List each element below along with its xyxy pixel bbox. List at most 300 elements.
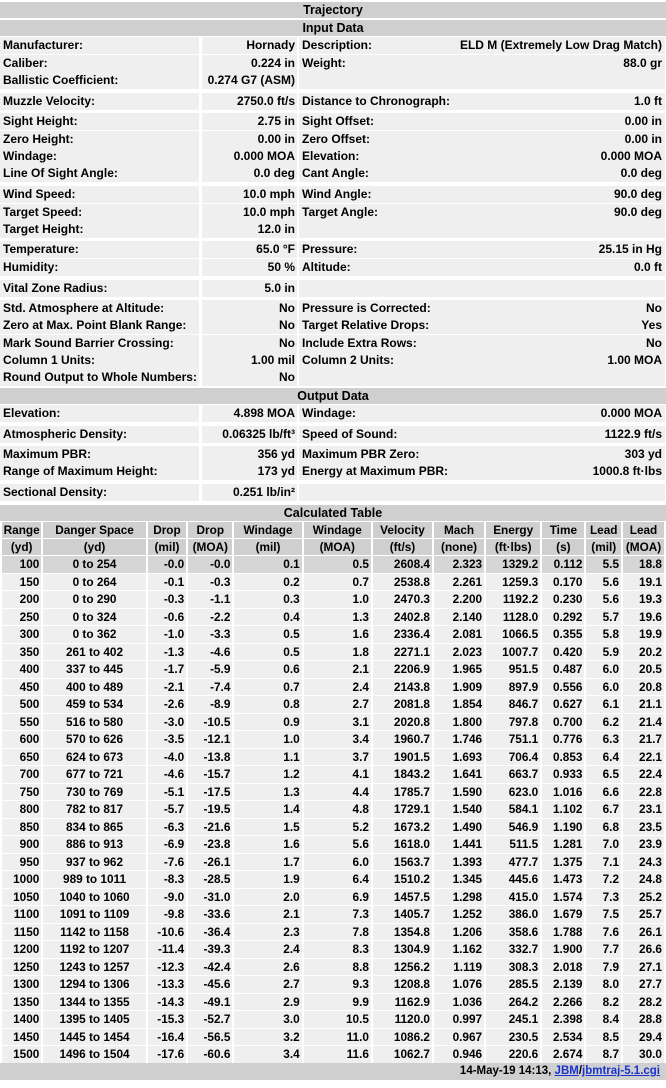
output-value xyxy=(449,484,662,501)
table-cell: 0 to 324 xyxy=(43,609,145,626)
input-label: Elevation: xyxy=(302,149,360,163)
column-header: Drop xyxy=(148,522,186,538)
input-value: 0.0 ft xyxy=(633,260,662,274)
table-cell: 0.4 xyxy=(234,609,301,626)
table-cell: 7.6 xyxy=(586,924,621,941)
table-cell: -49.1 xyxy=(188,994,232,1011)
output-value: 0.000 MOA xyxy=(600,406,662,420)
input-data-header: Input Data xyxy=(0,20,666,36)
table-cell: 1843.2 xyxy=(373,766,432,783)
table-cell: 21.4 xyxy=(623,714,664,731)
input-label: Humidity: xyxy=(3,260,59,274)
table-cell: 1.7 xyxy=(234,854,301,871)
table-cell: 1.909 xyxy=(434,679,484,696)
table-cell: 245.1 xyxy=(486,1011,540,1028)
table-cell: 22.4 xyxy=(623,766,664,783)
table-cell: 25.2 xyxy=(623,889,664,906)
input-value: 10.0 mph xyxy=(242,205,295,219)
table-cell: 706.4 xyxy=(486,749,540,766)
output-label: Windage: xyxy=(302,406,356,420)
table-row xyxy=(2,994,664,1011)
table-cell: 5.8 xyxy=(586,626,621,643)
table-cell: 20.5 xyxy=(623,661,664,678)
output-value: 1000.8 ft·lbs xyxy=(592,464,662,478)
table-cell: 24.8 xyxy=(623,871,664,888)
input-label: Sight Height: xyxy=(3,114,78,128)
table-cell: 0 to 254 xyxy=(43,556,145,573)
table-cell: 2.7 xyxy=(234,976,301,993)
table-cell: 1350 xyxy=(2,994,41,1011)
input-label: Ballistic Coefficient: xyxy=(3,73,119,87)
table-cell: 550 xyxy=(2,714,41,731)
input-label: Pressure is Corrected: xyxy=(302,301,431,315)
table-cell: 0.7 xyxy=(304,574,371,591)
input-label: Target Relative Drops: xyxy=(302,318,430,332)
table-cell: 1344 to 1355 xyxy=(43,994,145,1011)
column-header: (mil) xyxy=(234,539,301,555)
table-cell: 2.674 xyxy=(542,1046,584,1063)
table-cell: 1.298 xyxy=(434,889,484,906)
table-cell: 1256.2 xyxy=(373,959,432,976)
table-row xyxy=(2,924,664,941)
table-cell: 0.556 xyxy=(542,679,584,696)
column-header: Energy xyxy=(486,522,540,538)
output-label: Maximum PBR: xyxy=(3,447,92,461)
output-data-header: Output Data xyxy=(0,388,666,404)
page-title: Trajectory xyxy=(0,2,666,18)
table-cell: 1.746 xyxy=(434,731,484,748)
table-cell: 1304.9 xyxy=(373,941,432,958)
table-cell: 6.7 xyxy=(586,801,621,818)
table-cell: 0.420 xyxy=(542,644,584,661)
table-cell: 850 xyxy=(2,819,41,836)
table-cell: -21.6 xyxy=(188,819,232,836)
footer: 14-May-19 14:13, JBM/jbmtraj-5.1.cgi xyxy=(0,1063,666,1080)
table-cell: 1192.2 xyxy=(486,591,540,608)
table-cell: -12.3 xyxy=(148,959,186,976)
table-cell: -0.0 xyxy=(148,556,186,573)
table-cell: 2.200 xyxy=(434,591,484,608)
table-cell: 886 to 913 xyxy=(43,836,145,853)
table-cell: 2538.8 xyxy=(373,574,432,591)
table-cell: 21.7 xyxy=(623,731,664,748)
table-cell: 2.4 xyxy=(304,679,371,696)
table-cell: 2336.4 xyxy=(373,626,432,643)
table-cell: -10.6 xyxy=(148,924,186,941)
table-cell: 9.9 xyxy=(304,994,371,1011)
table-cell: 5.7 xyxy=(586,609,621,626)
input-label: Altitude: xyxy=(302,260,351,274)
table-cell: 261 to 402 xyxy=(43,644,145,661)
input-value xyxy=(449,369,662,386)
table-cell: -1.0 xyxy=(148,626,186,643)
table-cell: 1.900 xyxy=(542,941,584,958)
table-cell: 0.997 xyxy=(434,1011,484,1028)
table-cell: 7.7 xyxy=(586,941,621,958)
table-row xyxy=(2,801,664,818)
column-header: (ft·lbs) xyxy=(486,539,540,555)
table-cell: 2.4 xyxy=(234,941,301,958)
table-cell: -2.1 xyxy=(148,679,186,696)
table-cell: 30.0 xyxy=(623,1046,664,1063)
input-label: Mark Sound Barrier Crossing: xyxy=(3,336,174,350)
table-cell: 1000 xyxy=(2,871,41,888)
table-cell: 700 xyxy=(2,766,41,783)
table-cell: 1259.3 xyxy=(486,574,540,591)
table-cell: 11.6 xyxy=(304,1046,371,1063)
table-cell: 2.323 xyxy=(434,556,484,573)
table-cell: 1120.0 xyxy=(373,1011,432,1028)
table-cell: 650 xyxy=(2,749,41,766)
table-cell: 1.3 xyxy=(234,784,301,801)
table-row xyxy=(2,661,664,678)
table-cell: 0.230 xyxy=(542,591,584,608)
table-cell: 677 to 721 xyxy=(43,766,145,783)
table-cell: 1445 to 1454 xyxy=(43,1029,145,1046)
table-cell: -5.7 xyxy=(148,801,186,818)
table-cell: -17.5 xyxy=(188,784,232,801)
column-header: (mil) xyxy=(148,539,186,555)
table-cell: 6.2 xyxy=(586,714,621,731)
table-cell: 900 xyxy=(2,836,41,853)
table-row xyxy=(2,626,664,643)
table-cell: -39.3 xyxy=(188,941,232,958)
input-value: No xyxy=(279,370,295,384)
table-cell: 0.967 xyxy=(434,1029,484,1046)
table-cell: 1496 to 1504 xyxy=(43,1046,145,1063)
table-cell: 1086.2 xyxy=(373,1029,432,1046)
table-cell: 0.933 xyxy=(542,766,584,783)
input-value: No xyxy=(279,318,295,332)
input-value: 0.00 in xyxy=(624,132,662,146)
table-cell: 1.375 xyxy=(542,854,584,871)
table-cell: 1294 to 1306 xyxy=(43,976,145,993)
script-link[interactable]: jbmtraj-5.1.cgi xyxy=(582,1065,660,1077)
input-value: 0.274 G7 (ASM) xyxy=(207,73,295,87)
table-cell: -11.4 xyxy=(148,941,186,958)
input-label: Sight Offset: xyxy=(302,114,374,128)
input-label: Wind Angle: xyxy=(302,187,372,201)
table-cell: 5.5 xyxy=(586,556,621,573)
table-cell: 2.261 xyxy=(434,574,484,591)
table-cell: 500 xyxy=(2,696,41,713)
table-cell: -52.7 xyxy=(188,1011,232,1028)
table-cell: 623.0 xyxy=(486,784,540,801)
table-cell: 1091 to 1109 xyxy=(43,906,145,923)
table-cell: 0.8 xyxy=(234,696,301,713)
input-label: Cant Angle: xyxy=(302,166,369,180)
table-cell: -7.6 xyxy=(148,854,186,871)
table-cell: -9.0 xyxy=(148,889,186,906)
input-value: 0.000 MOA xyxy=(233,149,295,163)
input-value: 5.0 in xyxy=(264,281,295,295)
output-label: Maximum PBR Zero: xyxy=(302,447,420,461)
table-cell: 0.355 xyxy=(542,626,584,643)
table-cell: 2.0 xyxy=(234,889,301,906)
input-value: 0.0 deg xyxy=(253,166,295,180)
table-row xyxy=(2,889,664,906)
table-cell: 4.1 xyxy=(304,766,371,783)
table-cell: -3.0 xyxy=(148,714,186,731)
table-cell: 28.2 xyxy=(623,994,664,1011)
table-cell: 1395 to 1405 xyxy=(43,1011,145,1028)
table-cell: 1901.5 xyxy=(373,749,432,766)
table-cell: -5.9 xyxy=(188,661,232,678)
output-label: Range of Maximum Height: xyxy=(3,464,158,478)
table-row xyxy=(2,941,664,958)
table-cell: 6.0 xyxy=(586,661,621,678)
table-row xyxy=(2,1046,664,1063)
table-cell: 3.4 xyxy=(234,1046,301,1063)
table-cell: 1.3 xyxy=(304,609,371,626)
input-label: Zero at Max. Point Blank Range: xyxy=(3,318,187,332)
table-cell: 2.534 xyxy=(542,1029,584,1046)
table-cell: 200 xyxy=(2,591,41,608)
table-cell: 5.6 xyxy=(586,591,621,608)
column-header: Time xyxy=(542,522,584,538)
table-cell: 5.2 xyxy=(304,819,371,836)
table-cell: 0.853 xyxy=(542,749,584,766)
table-cell: -16.4 xyxy=(148,1029,186,1046)
table-cell: 511.5 xyxy=(486,836,540,853)
table-cell: 6.1 xyxy=(586,696,621,713)
table-cell: 11.0 xyxy=(304,1029,371,1046)
table-cell: 6.0 xyxy=(586,679,621,696)
table-cell: 450 xyxy=(2,679,41,696)
table-cell: 1.679 xyxy=(542,906,584,923)
table-cell: -14.3 xyxy=(148,994,186,1011)
output-label: Speed of Sound: xyxy=(302,427,398,441)
table-row xyxy=(2,714,664,731)
input-value: 90.0 deg xyxy=(613,187,662,201)
table-cell: 800 xyxy=(2,801,41,818)
input-label: Windage: xyxy=(3,149,57,163)
table-cell: 2.1 xyxy=(234,906,301,923)
table-cell: 1062.7 xyxy=(373,1046,432,1063)
table-cell: 1618.0 xyxy=(373,836,432,853)
table-cell: 19.3 xyxy=(623,591,664,608)
table-cell: 1.036 xyxy=(434,994,484,1011)
table-cell: -5.1 xyxy=(148,784,186,801)
table-cell: 1.441 xyxy=(434,836,484,853)
table-cell: 0.7 xyxy=(234,679,301,696)
table-cell: 1400 xyxy=(2,1011,41,1028)
table-cell: 400 xyxy=(2,661,41,678)
table-cell: -9.8 xyxy=(148,906,186,923)
table-cell: 2.139 xyxy=(542,976,584,993)
table-cell: -0.3 xyxy=(188,574,232,591)
table-cell: 1.345 xyxy=(434,871,484,888)
input-value xyxy=(449,221,662,238)
table-cell: -13.8 xyxy=(188,749,232,766)
table-cell: -1.1 xyxy=(188,591,232,608)
table-cell: 751.1 xyxy=(486,731,540,748)
column-header: Danger Space xyxy=(43,522,145,538)
output-label: Energy at Maximum PBR: xyxy=(302,464,449,478)
table-cell: -0.1 xyxy=(148,574,186,591)
table-cell: 1.490 xyxy=(434,819,484,836)
table-row xyxy=(2,836,664,853)
table-cell: 0.2 xyxy=(234,574,301,591)
table-cell: 1040 to 1060 xyxy=(43,889,145,906)
table-cell: 0.776 xyxy=(542,731,584,748)
table-header-row xyxy=(2,522,664,538)
table-cell: 24.3 xyxy=(623,854,664,871)
input-value: 25.15 in Hg xyxy=(598,242,662,256)
column-header: (ft/s) xyxy=(373,539,432,555)
table-cell: 584.1 xyxy=(486,801,540,818)
table-cell: 1785.7 xyxy=(373,784,432,801)
table-cell: 1066.5 xyxy=(486,626,540,643)
table-cell: 0.170 xyxy=(542,574,584,591)
input-value: 1.00 MOA xyxy=(607,353,662,367)
table-cell: 19.6 xyxy=(623,609,664,626)
table-cell: 230.5 xyxy=(486,1029,540,1046)
input-value: 2.75 in xyxy=(257,114,295,128)
table-cell: 250 xyxy=(2,609,41,626)
table-cell: 1500 xyxy=(2,1046,41,1063)
input-label: Column 2 Units: xyxy=(302,353,394,367)
table-cell: 1457.5 xyxy=(373,889,432,906)
column-header: (MOA) xyxy=(304,539,371,555)
table-cell: 8.0 xyxy=(586,976,621,993)
table-cell: 0.292 xyxy=(542,609,584,626)
table-cell: 546.9 xyxy=(486,819,540,836)
column-header: (yd) xyxy=(43,539,145,555)
table-cell: 1.162 xyxy=(434,941,484,958)
table-cell: 5.9 xyxy=(586,644,621,661)
table-cell: 20.2 xyxy=(623,644,664,661)
table-cell: 308.3 xyxy=(486,959,540,976)
table-cell: 0.5 xyxy=(304,556,371,573)
table-cell: -6.3 xyxy=(148,819,186,836)
table-cell: -7.4 xyxy=(188,679,232,696)
table-cell: 0 to 362 xyxy=(43,626,145,643)
table-cell: 6.9 xyxy=(304,889,371,906)
output-label: Atmospheric Density: xyxy=(3,427,128,441)
table-cell: 2081.8 xyxy=(373,696,432,713)
table-cell: 220.6 xyxy=(486,1046,540,1063)
table-cell: 730 to 769 xyxy=(43,784,145,801)
table-row xyxy=(2,1011,664,1028)
input-label: Manufacturer: xyxy=(3,38,84,52)
input-label: Caliber: xyxy=(3,56,48,70)
table-row xyxy=(2,574,664,591)
output-label: Sectional Density: xyxy=(3,485,108,499)
table-cell: 1.393 xyxy=(434,854,484,871)
table-cell: 23.9 xyxy=(623,836,664,853)
table-row xyxy=(2,766,664,783)
input-label: Include Extra Rows: xyxy=(302,336,417,350)
output-value: 0.06325 lb/ft³ xyxy=(222,427,295,441)
table-cell: -15.7 xyxy=(188,766,232,783)
input-value: No xyxy=(646,336,662,350)
table-cell: 6.5 xyxy=(586,766,621,783)
table-cell: 445.6 xyxy=(486,871,540,888)
table-cell: 26.6 xyxy=(623,941,664,958)
table-cell: -2.6 xyxy=(148,696,186,713)
table-cell: -4.6 xyxy=(188,644,232,661)
table-cell: 1.965 xyxy=(434,661,484,678)
input-value: 0.0 deg xyxy=(620,166,662,180)
author-link[interactable]: JBM xyxy=(554,1065,579,1077)
table-cell: 0 to 264 xyxy=(43,574,145,591)
input-value: ELD M (Extremely Low Drag Match) xyxy=(459,38,662,52)
input-value: Yes xyxy=(641,318,662,332)
input-label: Line Of Sight Angle: xyxy=(3,166,118,180)
output-value: 356 yd xyxy=(257,447,295,461)
table-row xyxy=(2,644,664,661)
table-cell: 1.473 xyxy=(542,871,584,888)
table-cell: 2.6 xyxy=(234,959,301,976)
table-cell: 1.800 xyxy=(434,714,484,731)
calculated-table-header: Calculated Table xyxy=(0,505,666,521)
table-cell: -10.5 xyxy=(188,714,232,731)
table-cell: 23.1 xyxy=(623,801,664,818)
table-cell: -12.1 xyxy=(188,731,232,748)
table-cell: 2.023 xyxy=(434,644,484,661)
input-label: Weight: xyxy=(302,56,346,70)
table-cell: 1450 xyxy=(2,1029,41,1046)
input-label: Description: xyxy=(302,38,373,52)
column-header: Windage xyxy=(304,522,371,538)
table-cell: -23.8 xyxy=(188,836,232,853)
table-cell: 951.5 xyxy=(486,661,540,678)
table-cell: 4.8 xyxy=(304,801,371,818)
output-value: 303 yd xyxy=(624,447,662,461)
table-cell: -0.6 xyxy=(148,609,186,626)
table-cell: 300 xyxy=(2,626,41,643)
table-cell: 2271.1 xyxy=(373,644,432,661)
input-label: Target Angle: xyxy=(302,205,379,219)
table-cell: 2.140 xyxy=(434,609,484,626)
table-cell: -0.0 xyxy=(188,556,232,573)
input-value: 0.000 MOA xyxy=(600,149,662,163)
table-row xyxy=(2,784,664,801)
table-cell: 19.1 xyxy=(623,574,664,591)
table-cell: 386.0 xyxy=(486,906,540,923)
table-cell: 4.4 xyxy=(304,784,371,801)
table-cell: 1.540 xyxy=(434,801,484,818)
table-cell: 25.7 xyxy=(623,906,664,923)
table-cell: -4.0 xyxy=(148,749,186,766)
input-label: Round Output to Whole Numbers: xyxy=(3,370,197,384)
table-row xyxy=(2,906,664,923)
table-cell: -15.3 xyxy=(148,1011,186,1028)
table-cell: 6.6 xyxy=(586,784,621,801)
table-row xyxy=(2,959,664,976)
table-cell: -3.3 xyxy=(188,626,232,643)
table-cell: 1150 xyxy=(2,924,41,941)
table-cell: -4.6 xyxy=(148,766,186,783)
table-cell: 0.700 xyxy=(542,714,584,731)
table-cell: 1354.8 xyxy=(373,924,432,941)
table-cell: 7.3 xyxy=(586,889,621,906)
column-header: (s) xyxy=(542,539,584,555)
input-value: 65.0 °F xyxy=(256,242,295,256)
table-cell: -42.4 xyxy=(188,959,232,976)
table-cell: 1.641 xyxy=(434,766,484,783)
table-cell: 1.6 xyxy=(234,836,301,853)
table-cell: 285.5 xyxy=(486,976,540,993)
table-cell: 1.2 xyxy=(234,766,301,783)
input-value xyxy=(449,72,662,89)
table-cell: 2608.4 xyxy=(373,556,432,573)
table-cell: 337 to 445 xyxy=(43,661,145,678)
table-cell: 7.2 xyxy=(586,871,621,888)
table-cell: -19.5 xyxy=(188,801,232,818)
table-cell: 1.6 xyxy=(304,626,371,643)
